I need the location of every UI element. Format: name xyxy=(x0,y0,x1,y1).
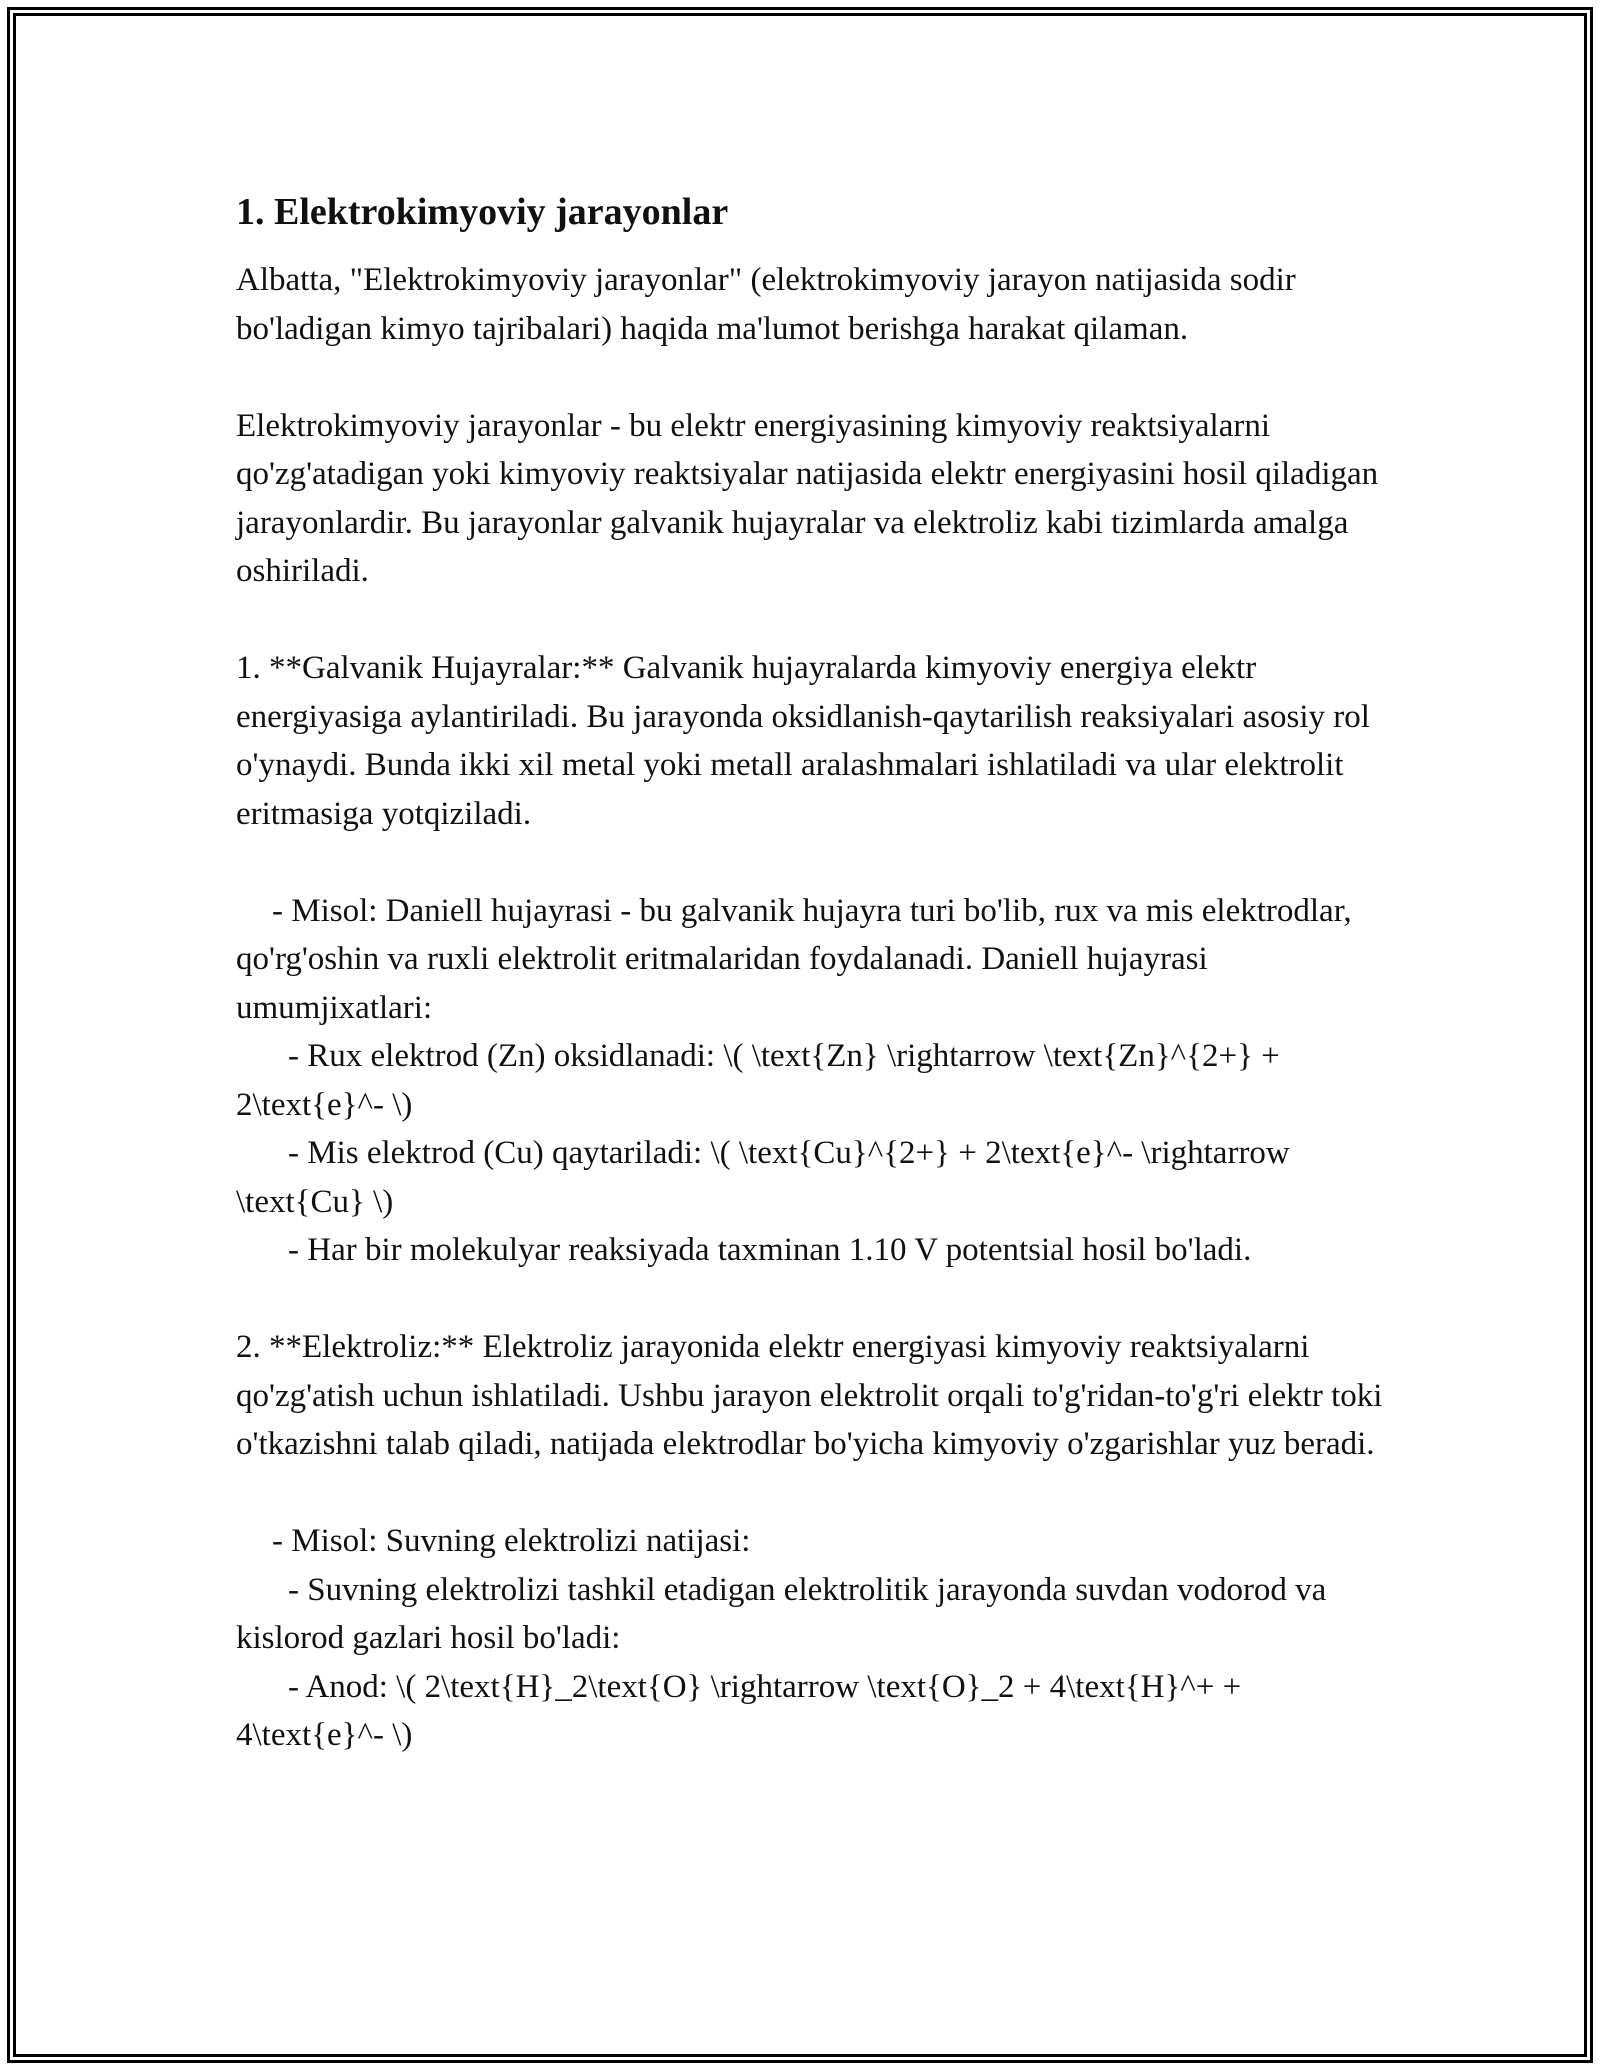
paragraph-gap xyxy=(236,353,1386,402)
document-body xyxy=(236,186,1386,1760)
potential-line xyxy=(236,1226,1386,1275)
paragraph-gap xyxy=(236,596,1386,645)
anode-reaction-line xyxy=(236,1663,1386,1760)
copper-reduction-text: - Mis elektrod (Cu) qaytariladi: \( \text{Cu}^{2+} + 2\text{e}^- \rightarrow \text{Cu} \) xyxy=(236,1135,1290,1220)
paragraph-gap xyxy=(236,1469,1386,1518)
water-electrolysis-description xyxy=(236,1566,1386,1663)
zinc-oxidation-text: - Rux elektrod (Zn) oksidlanadi: \( \text{Zn} \rightarrow \text{Zn}^{2+} + 2\text{e}^- \) xyxy=(236,1038,1280,1123)
document-title: 1. Elektrokimyoviy jarayonlar xyxy=(236,191,729,233)
anode-reaction-text: - Anod: \( 2\text{H}_2\text{O} \rightarrow \text{O}_2 + 4\text{H}^+ + 4\text{e}^- \) xyxy=(236,1668,1242,1753)
daniell-example-text: - Misol: Daniell hujayrasi - bu galvanik hujayra turi bo'lib, rux va mis elektrodlar, qo'rg'oshin va ruxli elektrolit eritmalaridan foydalanadi. Daniell hujayrasi umumjixatlari: xyxy=(236,892,1352,1026)
intro-paragraph: Albatta, "Elektrokimyoviy jarayonlar" (elektrokimyoviy jarayon natijasida sodir bo'ladigan kimyo tajribalari) haqida ma'lumot berishga harakat qilaman. xyxy=(236,262,1296,347)
paragraph-gap xyxy=(236,1275,1386,1324)
copper-reduction-line xyxy=(236,1129,1386,1226)
electrolysis-paragraph: 2. **Elektroliz:** Elektroliz jarayonida elektr energiyasi kimyoviy reaktsiyalarni qo'zg'atish uchun ishlatiladi. Ushbu jarayon elektrolit orqali to'g'ridan-to'g'ri elektr toki o'tkazishni talab qiladi, natijada elektrodlar bo'yicha kimyoviy o'zgarishlar yuz beradi. xyxy=(236,1329,1383,1462)
daniell-example-paragraph xyxy=(236,887,1386,1033)
water-electrolysis-example-text: - Misol: Suvning elektrolizi natijasi: xyxy=(272,1523,751,1559)
galvanic-cells-paragraph: 1. **Galvanik Hujayralar:** Galvanik hujayralarda kimyoviy energiya elektr energiyasiga aylantiriladi. Bu jarayonda oksidlanish-qaytarilish reaksiyalari asosiy rol o'ynaydi. Bunda ikki xil metal yoki metall aralashmalari ishlatiladi va ular elektrolit eritmasiga yotqiziladi. xyxy=(236,650,1370,832)
paragraph-gap xyxy=(236,838,1386,887)
water-electrolysis-description-text: - Suvning elektrolizi tashkil etadigan elektrolitik jarayonda suvdan vodorod va kislorod gazlari hosil bo'ladi: xyxy=(236,1571,1327,1656)
water-electrolysis-example xyxy=(236,1517,1386,1566)
zinc-oxidation-line xyxy=(236,1032,1386,1129)
potential-text: - Har bir molekulyar reaksiyada taxminan 1.10 V potentsial hosil bo'ladi. xyxy=(288,1232,1252,1268)
definition-paragraph: Elektrokimyoviy jarayonlar - bu elektr energiyasining kimyoviy reaktsiyalarni qo'zg'atadigan yoki kimyoviy reaktsiyalar natijasida elektr energiyasini hosil qiladigan jarayonlardir. Bu jarayonlar galvanik hujayralar va elektroliz kabi tizimlarda amalga oshiriladi. xyxy=(236,407,1379,589)
